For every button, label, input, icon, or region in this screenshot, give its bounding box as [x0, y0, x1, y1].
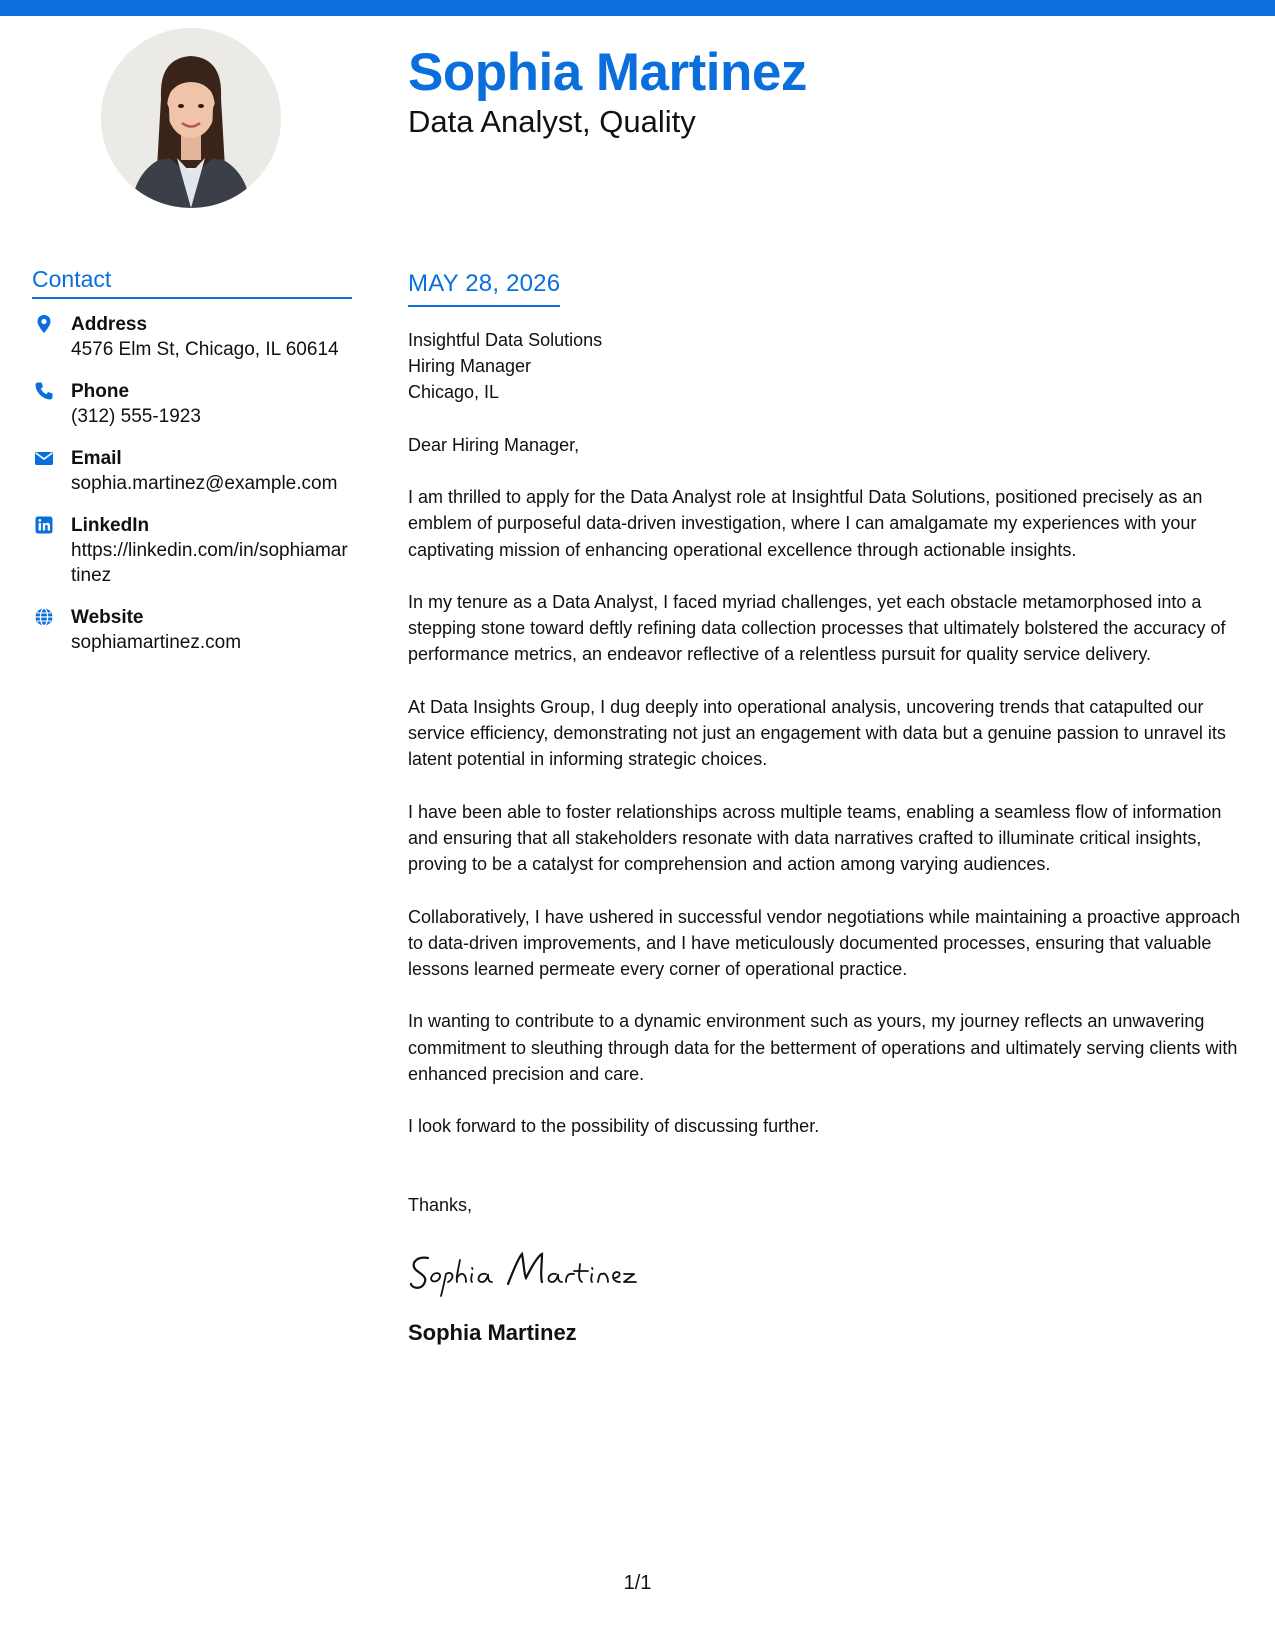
linkedin-icon	[34, 515, 54, 535]
contact-label: Website	[71, 607, 144, 628]
signer-name: Sophia Martinez	[408, 1319, 577, 1345]
contact-item-website	[32, 606, 352, 655]
contact-sidebar	[32, 266, 352, 673]
phone-icon	[34, 381, 54, 401]
website-value[interactable]: sophiamartinez.com	[71, 632, 242, 653]
applicant-name: Sophia Martinez	[408, 43, 807, 102]
contact-item-address	[32, 313, 352, 362]
contact-label: Address	[71, 314, 148, 335]
linkedin-value[interactable]: https://linkedin.com/in/sophiamartinez	[71, 540, 348, 586]
recipient-role: Hiring Manager	[408, 356, 532, 376]
contact-item-phone	[32, 380, 352, 429]
salutation: Dear Hiring Manager,	[408, 435, 580, 455]
letter-paragraph: Collaboratively, I have ushered in successful vendor negotiations while maintaining a proactive approach to data-driven improvements, and I have meticulously documented processes, ensuring that valuable lessons learned permeate every corner of operational practice.	[408, 906, 1241, 980]
applicant-title: Data Analyst, Quality	[408, 104, 696, 139]
handwritten-signature	[408, 1244, 1243, 1298]
letter-paragraph: I am thrilled to apply for the Data Analyst role at Insightful Data Solutions, positioned precisely as an emblem of purposeful data-driven investigation, where I can amalgamate my experiences with your captivating mission of enhancing operational excellence through actionable insights.	[408, 487, 1203, 560]
letter-paragraph: In my tenure as a Data Analyst, I faced myriad challenges, yet each obstacle metamorphosed into a stepping stone toward deftly refining data collection processes that ultimately bolstered the accuracy of performance metrics, an endeavor reflective of a relentless pursuit for quality service delivery.	[408, 591, 1226, 665]
recipient-company: Insightful Data Solutions	[408, 330, 603, 350]
top-accent-bar	[0, 0, 1275, 16]
address-value: 4576 Elm St, Chicago, IL 60614	[71, 339, 339, 360]
contact-item-linkedin	[32, 514, 352, 588]
phone-value[interactable]: (312) 555-1923	[71, 406, 201, 427]
contact-item-email	[32, 447, 352, 496]
page-number: 1/1	[623, 1572, 652, 1594]
recipient-location: Chicago, IL	[408, 382, 500, 402]
closing: Thanks,	[408, 1194, 473, 1215]
letter-date: MAY 28, 2026	[408, 270, 560, 307]
contact-label: LinkedIn	[71, 515, 150, 536]
location-pin-icon	[34, 314, 54, 334]
letter-paragraph: I look forward to the possibility of discussing further.	[408, 1116, 820, 1137]
letter-paragraph: I have been able to foster relationships across multiple teams, enabling a seamless flow of information and ensuring that all stakeholders resonate with data narratives crafted to illuminate critical insights, proving to be a catalyst for comprehension and action among varying audiences.	[408, 801, 1222, 875]
contact-label: Email	[71, 448, 122, 469]
recipient-block	[408, 327, 1243, 405]
globe-icon	[34, 607, 54, 627]
letter-paragraph: In wanting to contribute to a dynamic environment such as yours, my journey reflects an unwavering commitment to sleuthing through data for the betterment of operations and ultimately serving clients with enhanced precision and care.	[408, 1011, 1238, 1085]
letter-paragraph: At Data Insights Group, I dug deeply into operational analysis, uncovering trends that catapulted our service efficiency, demonstrating not just an engagement with data but a genuine passion to unravel its latent potential in informing strategic choices.	[408, 696, 1226, 770]
envelope-icon	[34, 448, 54, 468]
avatar	[101, 28, 281, 208]
contact-list	[32, 313, 352, 655]
letter-body	[408, 270, 1243, 1346]
email-value[interactable]: sophia.martinez@example.com	[71, 473, 338, 494]
contact-heading: Contact	[32, 266, 352, 299]
contact-label: Phone	[71, 381, 130, 402]
